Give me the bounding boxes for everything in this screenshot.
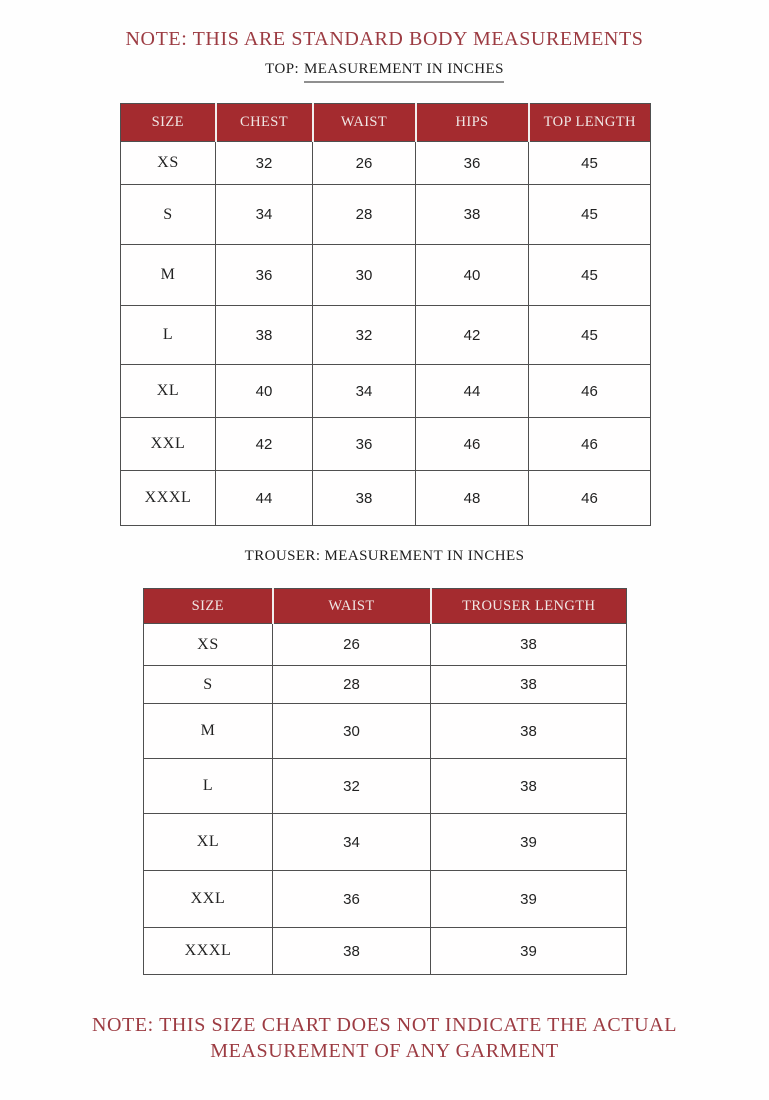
size-cell: XXL [144,871,273,928]
table-row [144,624,627,666]
top-length-cell: 46 [529,418,651,471]
table-row [121,365,651,418]
standard-body-note: NOTE: THIS ARE STANDARD BODY MEASUREMENTS [125,28,644,50]
table-row [121,418,651,471]
garment-disclaimer-note [0,1012,769,1064]
chest-cell: 38 [216,306,313,365]
top-header-top-length: TOP LENGTH [529,104,651,142]
table-row [144,704,627,759]
waist-cell: 38 [273,928,431,975]
table-row [144,871,627,928]
waist-cell: 34 [313,365,416,418]
top-table-title-prefix: TOP: [265,61,300,77]
table-row [121,471,651,526]
size-cell: XS [121,142,216,185]
trouser-length-cell: 39 [431,814,627,871]
hips-cell: 38 [416,185,529,245]
size-cell: XS [144,624,273,666]
disclaimer-line-1: NOTE: THIS SIZE CHART DOES NOT INDICATE THE ACTUAL [91,1014,678,1036]
chest-cell: 42 [216,418,313,471]
size-cell: XL [144,814,273,871]
trouser-table-title: TROUSER: MEASUREMENT IN INCHES [244,548,525,564]
size-cell: L [144,759,273,814]
table-row [121,306,651,365]
waist-cell: 36 [273,871,431,928]
size-cell: XXL [121,418,216,471]
hips-cell: 46 [416,418,529,471]
size-cell: M [144,704,273,759]
disclaimer-line-2: MEASUREMENT OF ANY GARMENT [210,1040,559,1062]
trouser-length-cell: 38 [431,704,627,759]
hips-cell: 36 [416,142,529,185]
chest-cell: 40 [216,365,313,418]
chest-cell: 32 [216,142,313,185]
waist-cell: 26 [273,624,431,666]
trouser-length-cell: 39 [431,928,627,975]
table-row [144,666,627,704]
table-row [121,142,651,185]
trouser-length-cell: 38 [431,624,627,666]
waist-cell: 30 [313,245,416,306]
table-row [144,928,627,975]
trouser-header-trouser-length: TROUSER LENGTH [431,589,627,624]
top-header-size: SIZE [121,104,216,142]
top-header-hips: HIPS [416,104,529,142]
trouser-length-cell: 39 [431,871,627,928]
hips-cell: 44 [416,365,529,418]
waist-cell: 28 [313,185,416,245]
size-cell: S [121,185,216,245]
trouser-length-cell: 38 [431,759,627,814]
chest-cell: 34 [216,185,313,245]
size-cell: L [121,306,216,365]
trouser-length-cell: 38 [431,666,627,704]
top-measurements-table [120,103,651,526]
waist-cell: 30 [273,704,431,759]
chest-cell: 36 [216,245,313,306]
top-length-cell: 45 [529,245,651,306]
waist-cell: 34 [273,814,431,871]
size-cell: XXXL [144,928,273,975]
top-header-waist: WAIST [313,104,416,142]
top-length-cell: 45 [529,142,651,185]
top-length-cell: 46 [529,365,651,418]
size-cell: XL [121,365,216,418]
table-row [144,814,627,871]
table-row [144,759,627,814]
waist-cell: 38 [313,471,416,526]
hips-cell: 40 [416,245,529,306]
top-header-chest: CHEST [216,104,313,142]
trouser-measurements-table [143,588,627,975]
waist-cell: 26 [313,142,416,185]
size-cell: XXXL [121,471,216,526]
chest-cell: 44 [216,471,313,526]
table-row [121,245,651,306]
trouser-header-waist: WAIST [273,589,431,624]
top-table-title-underlined: MEASUREMENT IN INCHES [304,61,504,83]
size-cell: M [121,245,216,306]
waist-cell: 28 [273,666,431,704]
waist-cell: 36 [313,418,416,471]
size-cell: S [144,666,273,704]
top-length-cell: 45 [529,306,651,365]
hips-cell: 42 [416,306,529,365]
hips-cell: 48 [416,471,529,526]
top-table-header-row [121,104,651,142]
waist-cell: 32 [273,759,431,814]
top-length-cell: 46 [529,471,651,526]
top-length-cell: 45 [529,185,651,245]
trouser-table-header-row [144,589,627,624]
table-row [121,185,651,245]
waist-cell: 32 [313,306,416,365]
trouser-header-size: SIZE [144,589,273,624]
top-table-title [0,61,769,78]
